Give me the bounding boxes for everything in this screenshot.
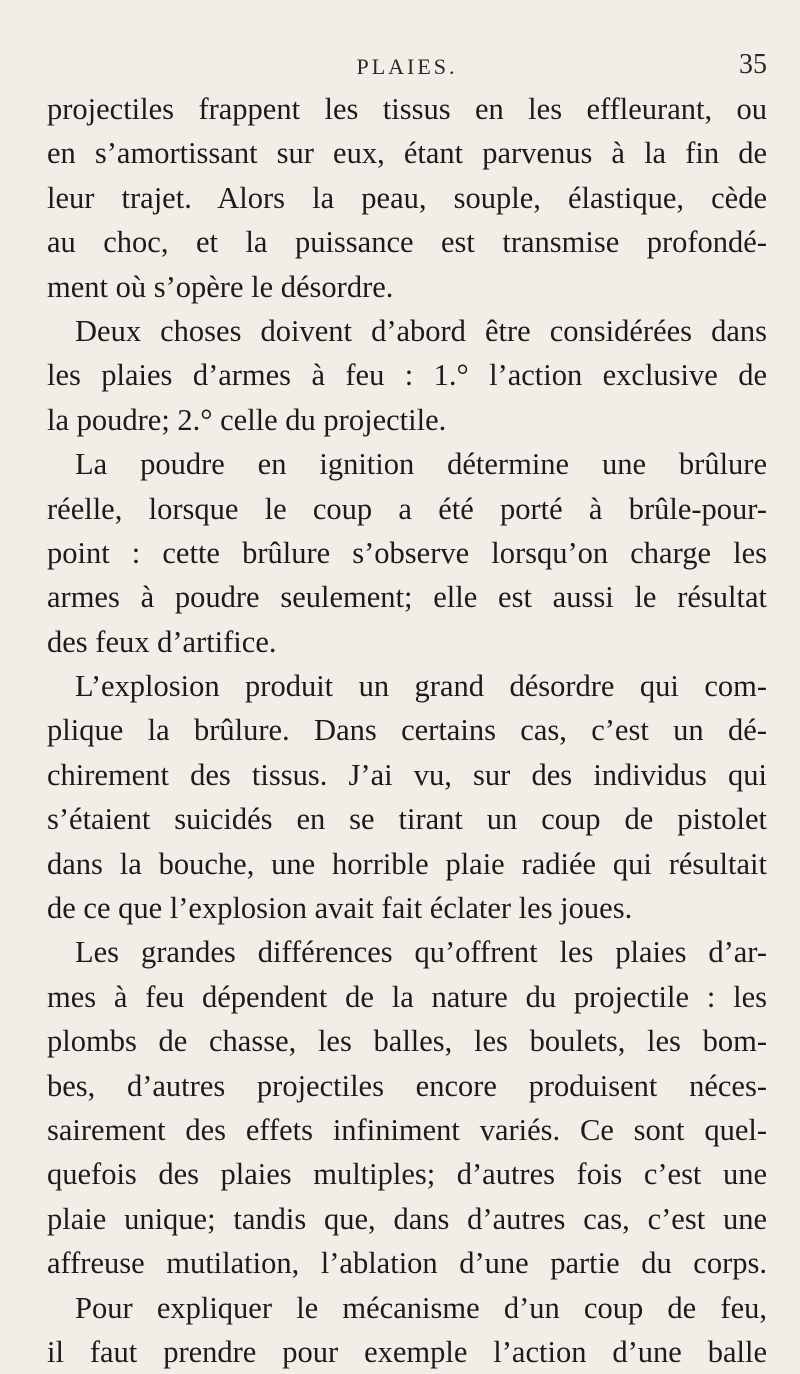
text-line: leur trajet. Alors la peau, souple, élastique, cède: [47, 180, 767, 215]
text-line: projectiles frappent les tissus en les effleurant, ou: [47, 92, 767, 126]
text-line: Les grandes différences qu’offrent les plaies d’ar-: [75, 935, 767, 970]
text-line: de ce que l’explosion avait fait éclater les joues.: [47, 891, 633, 926]
text-line: quefois des plaies multiples; d’autres fois c’est une: [47, 1157, 767, 1192]
text-line: la poudre; 2.° celle du projectile.: [47, 402, 447, 437]
text-line: plique la brûlure. Dans certains cas, c’est un dé-: [47, 713, 767, 748]
body-text: [47, 87, 767, 1374]
page-number: 35: [739, 49, 767, 80]
running-title: PLAIES.: [356, 54, 458, 79]
text-line: au choc, et la puissance est transmise profondé-: [47, 225, 767, 260]
text-line: plaie unique; tandis que, dans d’autres cas, c’est une: [47, 1201, 767, 1236]
text-line: sairement des effets infiniment variés. Ce sont quel-: [47, 1112, 767, 1147]
text-line: ment où s’opère le désordre.: [47, 269, 394, 304]
text-line: Pour expliquer le mécanisme d’un coup de feu,: [75, 1290, 767, 1325]
running-head: [47, 49, 767, 88]
text-line: des feux d’artifice.: [47, 624, 277, 659]
text-line: L’explosion produit un grand désordre qui com-: [75, 669, 767, 704]
text-line: armes à poudre seulement; elle est aussi le résultat: [47, 580, 767, 615]
text-line: bes, d’autres projectiles encore produisent néces-: [47, 1068, 767, 1103]
text-line: point : cette brûlure s’observe lorsqu’on charge les: [47, 535, 767, 570]
text-line: affreuse mutilation, l’ablation d’une partie du corps.: [47, 1246, 767, 1281]
text-line: il faut prendre pour exemple l’action d’une balle: [47, 1334, 767, 1369]
text-line: chirement des tissus. J’ai vu, sur des individus qui: [47, 757, 767, 792]
text-line: Deux choses doivent d’abord être considérées dans: [75, 313, 767, 348]
text-line: La poudre en ignition détermine une brûlure: [75, 447, 767, 482]
text-line: en s’amortissant sur eux, étant parvenus à la fin de: [47, 136, 767, 171]
text-line: s’étaient suicidés en se tirant un coup de pistolet: [47, 802, 767, 837]
text-line: réelle, lorsque le coup a été porté à brûle-pour-: [47, 491, 767, 526]
text-line: les plaies d’armes à feu : 1.° l’action exclusive de: [47, 358, 767, 393]
text-line: dans la bouche, une horrible plaie radiée qui résultait: [47, 846, 767, 881]
text-line: plombs de chasse, les balles, les boulets, les bom-: [47, 1024, 767, 1059]
text-line: mes à feu dépendent de la nature du projectile : les: [47, 979, 767, 1014]
